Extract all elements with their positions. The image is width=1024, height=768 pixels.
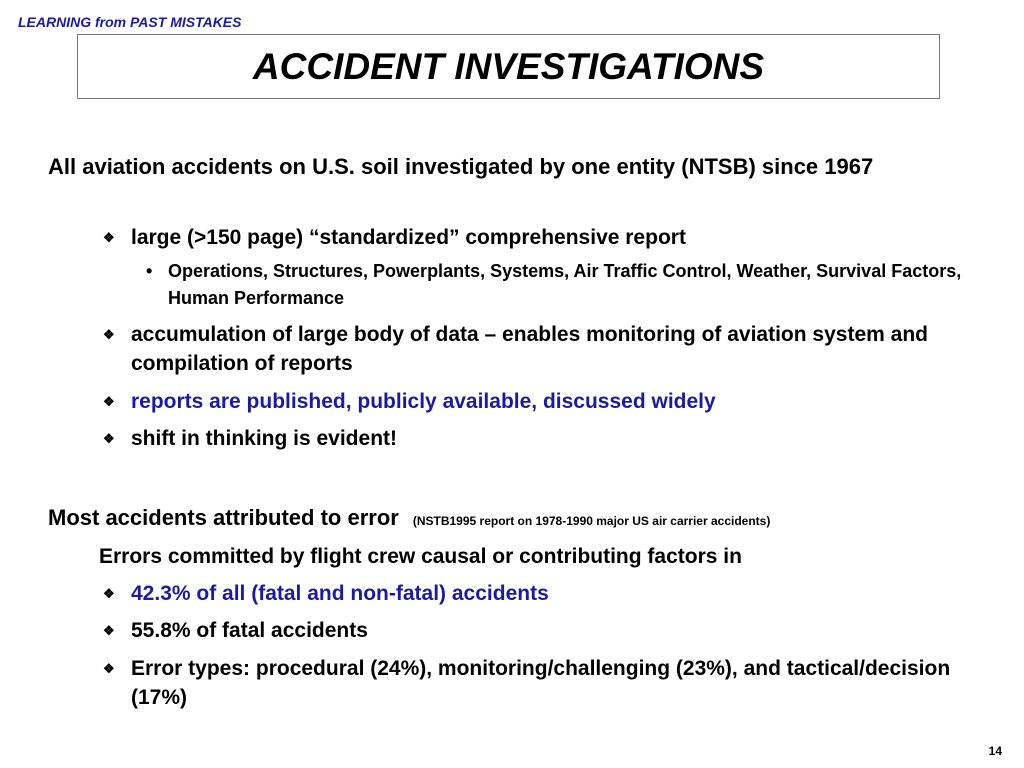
sub-point-error-types — [103, 654, 981, 712]
diamond-bullet-icon: ❖ — [103, 586, 115, 601]
slide-title: ACCIDENT INVESTIGATIONS — [252, 45, 765, 87]
diamond-bullet-icon: ❖ — [103, 623, 115, 638]
main-point-text: Most accidents attributed to error — [48, 505, 399, 530]
title-box — [77, 34, 940, 99]
sub-point-text: accumulation of large body of data – enables monitoring of aviation system and compilation of reports — [131, 323, 928, 375]
page-number: 14 — [988, 744, 1002, 758]
sub-point-text: large (>150 page) “standardized” comprehensive report — [131, 226, 686, 249]
diamond-bullet-icon: ❖ — [103, 431, 115, 446]
sub-point-data — [103, 320, 981, 378]
sub-point-text: 55.8% of fatal accidents — [131, 619, 368, 642]
sub-point-published — [103, 387, 981, 416]
citation: (NSTB1995 report on 1978-1990 major US air carrier accidents) — [412, 514, 771, 528]
sub-point-all-accidents — [103, 579, 981, 608]
sub-point-report — [103, 223, 981, 252]
diamond-bullet-icon: ❖ — [103, 394, 115, 409]
main-point-error — [48, 503, 1016, 536]
diamond-bullet-icon: ❖ — [103, 327, 115, 342]
diamond-bullet-icon: ❖ — [103, 661, 115, 676]
main-point-ntsb: All aviation accidents on U.S. soil investigated by one entity (NTSB) since 1967 — [48, 154, 874, 179]
sub-point-text: 42.3% of all (fatal and non-fatal) accidents — [131, 582, 549, 605]
diamond-bullet-icon: ❖ — [103, 230, 115, 245]
sub-sub-point-text: Operations, Structures, Powerplants, Systems, Air Traffic Control, Weather, Survival Factors, Human Performance — [168, 261, 962, 308]
errors-intro: Errors committed by flight crew causal or contributing factors in — [99, 545, 742, 568]
sub-sub-point-categories — [146, 258, 968, 312]
sub-point-fatal-accidents — [103, 616, 981, 645]
section-label: LEARNING from PAST MISTAKES — [18, 14, 242, 30]
sub-point-text: shift in thinking is evident! — [131, 427, 398, 450]
sub-point-shift — [103, 424, 981, 453]
sub-point-text: Error types: procedural (24%), monitoring/challenging (23%), and tactical/decision (17%) — [131, 657, 951, 709]
bullet-dot-icon: • — [146, 261, 153, 281]
sub-point-text: reports are published, publicly available, discussed widely — [131, 390, 716, 413]
